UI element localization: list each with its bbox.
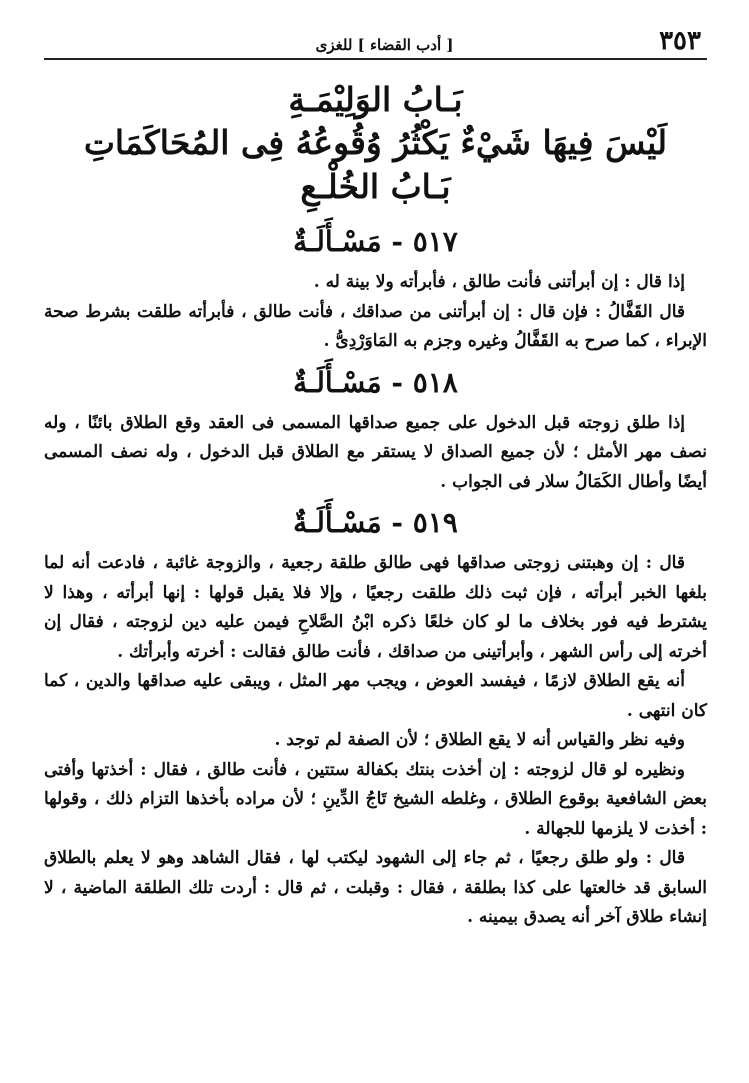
chapter-title-walima: بَـابُ الوَلِيْمَـةِ <box>288 80 463 119</box>
chapter-titles <box>44 80 707 208</box>
issue-heading-517: ٥١٧ - مَسْـأَلَـةٌ <box>293 225 458 258</box>
paragraph: أنه يقع الطلاق لازمًا ، فيفسد العوض ، ويجب مهر المثل ، ويبقى عليه صداقها والدين ، كما كان انتهى . <box>44 671 707 721</box>
page-header <box>44 14 707 60</box>
paragraph: إذا طلق زوجته قبل الدخول على جميع صداقها المسمى فى العقد وقع الطلاق بائنًا ، وله نصف مهر الأمثل ؛ لأن جميع الصداق لا يستقر مع الطلاق قبل الدخول ، وله نصف المسمى أيضًا وأطال الكَمَالُ سلار فى الجواب . <box>44 412 707 492</box>
paragraph: قال : إن وهبتنى زوجتى صداقها فهى طالق طلقة رجعية ، والزوجة غائبة ، فادعت أنه لما بلغها الخبر أبرأته ، فإن ثبت ذلك طلقت رجعيًا ، وإلا فلا يقبل قولها : إنها أبرأته ، وهذا لا يشترط فيه فور بخلاف ما لو كان خلعًا ذكره ابْنُ الصَّلاحِ فيمن عليه دين لزوجته ، فقال إن أخرته إلى رأس الشهر ، وأبرأتينى من صداقك ، فأنت طالق فقالت : أخرته وأبرأتك . <box>44 553 707 662</box>
issue-heading-519: ٥١٩ - مَسْـأَلَـةٌ <box>293 506 458 539</box>
paragraph: قال القَفَّالُ : فإن قال : إن أبرأتنى من صداقك ، فأنت طالق ، فأبرأته طلقت بشرط صحة الإبراء ، كما صرح به القَفَّالُ وغيره وجزم به المَاوَرْدِىُّ . <box>44 301 707 351</box>
page-number: ٣٥٣ <box>659 26 701 56</box>
chapter-title-khul: بَـابُ الخُلْـعِ <box>300 167 451 206</box>
paragraph: وفيه نظر والقياس أنه لا يقع الطلاق ؛ لأن الصفة لم توجد . <box>274 730 685 750</box>
issue-heading-518: ٥١٨ - مَسْـأَلَـةٌ <box>293 365 458 399</box>
paragraph: قال : ولو طلق رجعيًا ، ثم جاء إلى الشهود ليكتب لها ، فقال الشاهد وهو لا يعلم بالطلاق السابق قد خالعتها على كذا بطلقة ، فقال : وقبلت ، ثم قال : أردت تلك الطلقة الماضية ، لا إنشاء طلاق آخر أنه يصدق بيمينه . <box>44 848 707 927</box>
paragraph: ونظيره لو قال لزوجته : إن أخذت بنتك بكفالة ستتين ، فأنت طالق ، فقال : أخذتها وأفتى بعض الشافعية بوقوع الطلاق ، وغلطه الشيخ تَاجُ الدِّينِ ؛ لأن مراده بأخذها التزام ذلك ، وقولها : أخذت لا يلزمها للجهالة . <box>44 759 707 839</box>
running-title: [ أدب القضاء ] للغزى <box>315 36 454 54</box>
paragraph: إذا قال : إن أبرأتنى فأنت طالق ، فأبرأته ولا بينة له . <box>313 272 685 292</box>
chapter-note: لَيْسَ فِيهَا شَيْءٌ يَكْثُرُ وُقُوعُهُ فِى المُحَاكَمَاتِ <box>83 123 668 162</box>
